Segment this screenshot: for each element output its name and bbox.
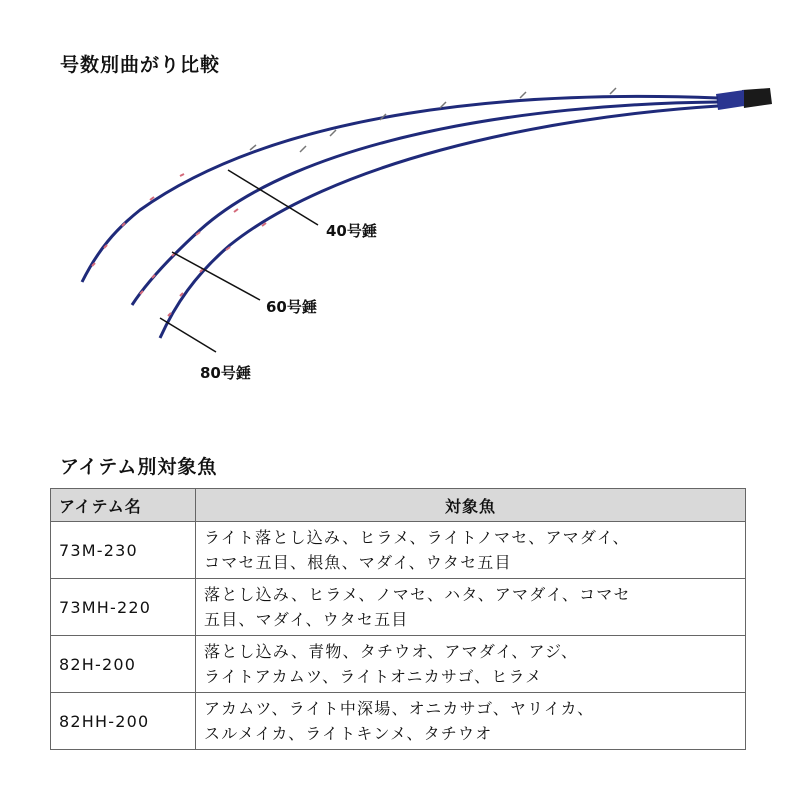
table-header-row	[51, 489, 746, 522]
target-fish-line: ライト落とし込み、ヒラメ、ライトノマセ、アマダイ、	[204, 528, 630, 547]
table-row	[51, 579, 746, 636]
rod-guides	[92, 174, 266, 316]
rod-handle	[742, 88, 772, 108]
target-fish-line: コマセ五目、根魚、マダイ、ウタセ五目	[204, 553, 512, 572]
target-fish	[196, 522, 746, 579]
item-name: 82HH-200	[51, 693, 196, 750]
target-fish	[196, 693, 746, 750]
target-fish-table	[50, 488, 746, 750]
item-name: 82H-200	[51, 636, 196, 693]
target-fish-line: 落とし込み、ヒラメ、ノマセ、ハタ、アマダイ、コマセ	[204, 585, 631, 604]
label-80: 80号錘	[200, 364, 251, 382]
target-fish-line: アカムツ、ライト中深場、オニカサゴ、ヤリイカ、	[204, 699, 595, 718]
target-fish-line: 落とし込み、青物、タチウオ、アマダイ、アジ、	[204, 642, 579, 661]
target-fish-line: スルメイカ、ライトキンメ、タチウオ	[204, 724, 493, 743]
header-item: アイテム名	[51, 489, 196, 522]
rod-blank-80	[160, 106, 718, 338]
target-fish-line: ライトアカムツ、ライトオニカサゴ、ヒラメ	[204, 667, 543, 686]
target-fish-title: アイテム別対象魚	[60, 456, 218, 478]
target-fish-line: 五目、マダイ、ウタセ五目	[204, 610, 409, 629]
rod-blank-60	[132, 102, 718, 305]
label-40: 40号錘	[326, 222, 377, 240]
table-row	[51, 636, 746, 693]
item-name: 73M-230	[51, 522, 196, 579]
header-target: 対象魚	[196, 489, 746, 522]
rod-reel-seat	[716, 90, 744, 110]
table-row	[51, 693, 746, 750]
table-row	[51, 522, 746, 579]
leader-line-80	[160, 318, 216, 352]
label-60: 60号錘	[266, 298, 317, 316]
target-fish	[196, 636, 746, 693]
target-fish	[196, 579, 746, 636]
rod-bend-title: 号数別曲がり比較	[60, 54, 221, 76]
item-name: 73MH-220	[51, 579, 196, 636]
